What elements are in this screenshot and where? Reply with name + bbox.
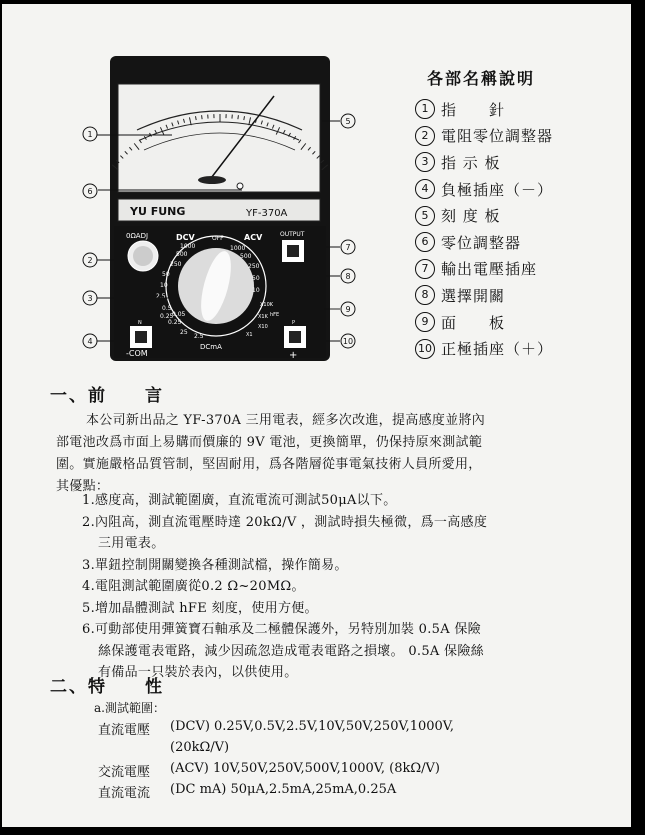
advantage-line: 2.內阻高，測直流電壓時達 20kΩ/V ，測試時損失極微，爲一高感度 [82,514,488,530]
parts-list-item [415,202,553,229]
scale-tick [202,115,203,119]
callout-number: 9 [345,305,351,314]
callout-number: 10 [342,337,354,346]
section2-heading: 二、特 性 [50,677,164,697]
part-label: 電阻零位調整器 [441,127,554,146]
callout-number: 7 [345,243,351,252]
dcma-range-label: 2.5 [194,333,204,340]
parts-list-item [415,176,553,203]
advantage-line: 絲保護電表電路，減少因疏忽造成電表電路之損壞。 0.5A 保險絲 [98,643,484,659]
zero-adj-label: 0ΩADJ [126,232,149,240]
part-number: 8 [415,285,435,305]
dcv-range-label: 2.5 [156,293,166,300]
part-number: 3 [415,152,435,172]
acv-range-label: 10 [252,287,260,294]
off-label: OFF [212,235,224,242]
spec-value: (ACV) 10V,50V,250V,500V,1000V, (8kΩ/V) [170,761,441,776]
dcv-range-label: 50 [162,271,170,278]
acv-range-label: 1000 [230,245,246,252]
part-number: 10 [415,339,435,359]
dcv-range-label: 250 [170,261,182,268]
part-number: 1 [415,99,435,119]
part-number: 2 [415,126,435,146]
p-label: P [292,320,296,326]
parts-list-item [415,123,553,150]
ohm-range-label: X10K [260,302,274,308]
model-text: YF-370A [246,208,288,219]
advantage-line: 3.單鈕控制開關變換各種測試檔，操作簡易。 [82,557,348,573]
dcma-range-label: 0.25 [168,319,182,326]
spec-value: (20kΩ/V) [170,740,230,755]
parts-list-item [415,149,553,176]
dcv-label: DCV [176,233,195,242]
com-label: -COM [126,349,148,358]
output-label: OUTPUT [280,231,305,238]
ohm-range-label: X1 [246,332,253,338]
spec-name: 交流電壓 [98,765,151,780]
spec-value: (DCV) 0.25V,0.5V,2.5V,10V,50V,250V,1000V, [170,719,455,734]
section1-heading: 一、前 言 [50,386,164,406]
callout-number: 6 [87,187,93,196]
callout-number: 3 [87,294,93,303]
acv-range-label: 50 [252,275,260,282]
dcma-range-label: 25 [180,329,188,336]
intro-line: 其優點： [56,479,110,494]
part-label: 刻 度 板 [441,207,501,226]
advantage-line: 6.可動部使用彈簧寶石軸承及二極體保護外，另特別加裝 0.5A 保險 [82,622,481,637]
parts-list-item [415,256,553,283]
scale-tick [244,116,245,120]
callout-number: 8 [345,272,351,281]
hfe-label: hFE [270,312,280,318]
part-label: 零位調整器 [441,233,522,252]
dcv-range-label: 0.5 [162,305,172,312]
ohm-range-label: X1K [258,314,268,320]
plus-label: + [289,350,298,361]
n-label: N [138,320,142,326]
dcv-range-label: 0.25 [160,313,174,320]
ohm-range-label: X10 [258,324,268,330]
part-label: 負極插座（－） [441,180,554,199]
dcv-range-label: 500 [176,251,188,258]
spec-name: 直流電壓 [98,723,151,738]
advantage-line: 三用電表。 [98,536,165,551]
intro-line: 圍。實施嚴格品質管制，堅固耐用，爲各階層從事電氣技術人員所愛用， [56,457,482,472]
part-label: 指 針 [441,100,506,119]
scale-tick [238,115,239,119]
brand-text: YU FUNG [130,205,186,218]
dcv-range-label: 10 [160,282,168,289]
part-label: 面 板 [441,313,506,332]
part-label: 選擇開關 [441,286,506,305]
part-number: 9 [415,312,435,332]
scale-tick [195,116,196,120]
multimeter-illustration [2,4,402,384]
callout-number: 5 [345,117,351,126]
intro-line: 部電池改爲市面上易購而價廉的 9V 電池，更換簡單，仍保持原來測試範 [56,435,483,450]
callout-number: 1 [87,130,93,139]
part-label: 指 示 板 [441,153,501,172]
spec-name: 直流電流 [98,786,151,801]
acv-range-label: 250 [248,263,260,270]
acv-range-label: 500 [240,253,252,260]
dcv-range-label: 1000 [180,243,196,250]
advantage-line: 有備品一只裝於表內，以供使用。 [98,665,298,680]
intro-line: 本公司新出品之 YF-370A 三用電表，經多次改進，提高感度並將內 [86,413,486,428]
part-number: 5 [415,206,435,226]
callout-number: 2 [87,256,93,265]
dcma-range-label: 0.05 [172,311,186,318]
advantage-line: 1.感度高，測試範圍廣，直流電流可測試50μA以下。 [82,493,397,508]
dcma-label: DCmA [200,343,222,351]
acv-label: ACV [244,233,263,242]
part-label: 正極插座（＋） [441,340,554,359]
parts-title: 各部名稱說明 [427,69,536,88]
section2-sub: a.測試範圍： [94,701,165,715]
part-number: 4 [415,179,435,199]
part-number: 6 [415,232,435,252]
parts-list-item [415,282,553,309]
callout-number: 4 [87,337,93,346]
parts-list-item [415,309,553,336]
advantage-line: 4.電阻測試範圍廣從0.2 Ω~20MΩ。 [82,579,305,594]
manual-page [2,4,631,827]
part-label: 輸出電壓插座 [441,260,538,279]
part-number: 7 [415,259,435,279]
advantage-line: 5.增加晶體測試 hFE 刻度，使用方便。 [82,600,318,616]
parts-list-item [415,229,553,256]
parts-list-item [415,335,553,362]
parts-list [415,96,553,362]
spec-value: (DC mA) 50μA,2.5mA,25mA,0.25A [170,782,397,797]
parts-list-item [415,96,553,123]
